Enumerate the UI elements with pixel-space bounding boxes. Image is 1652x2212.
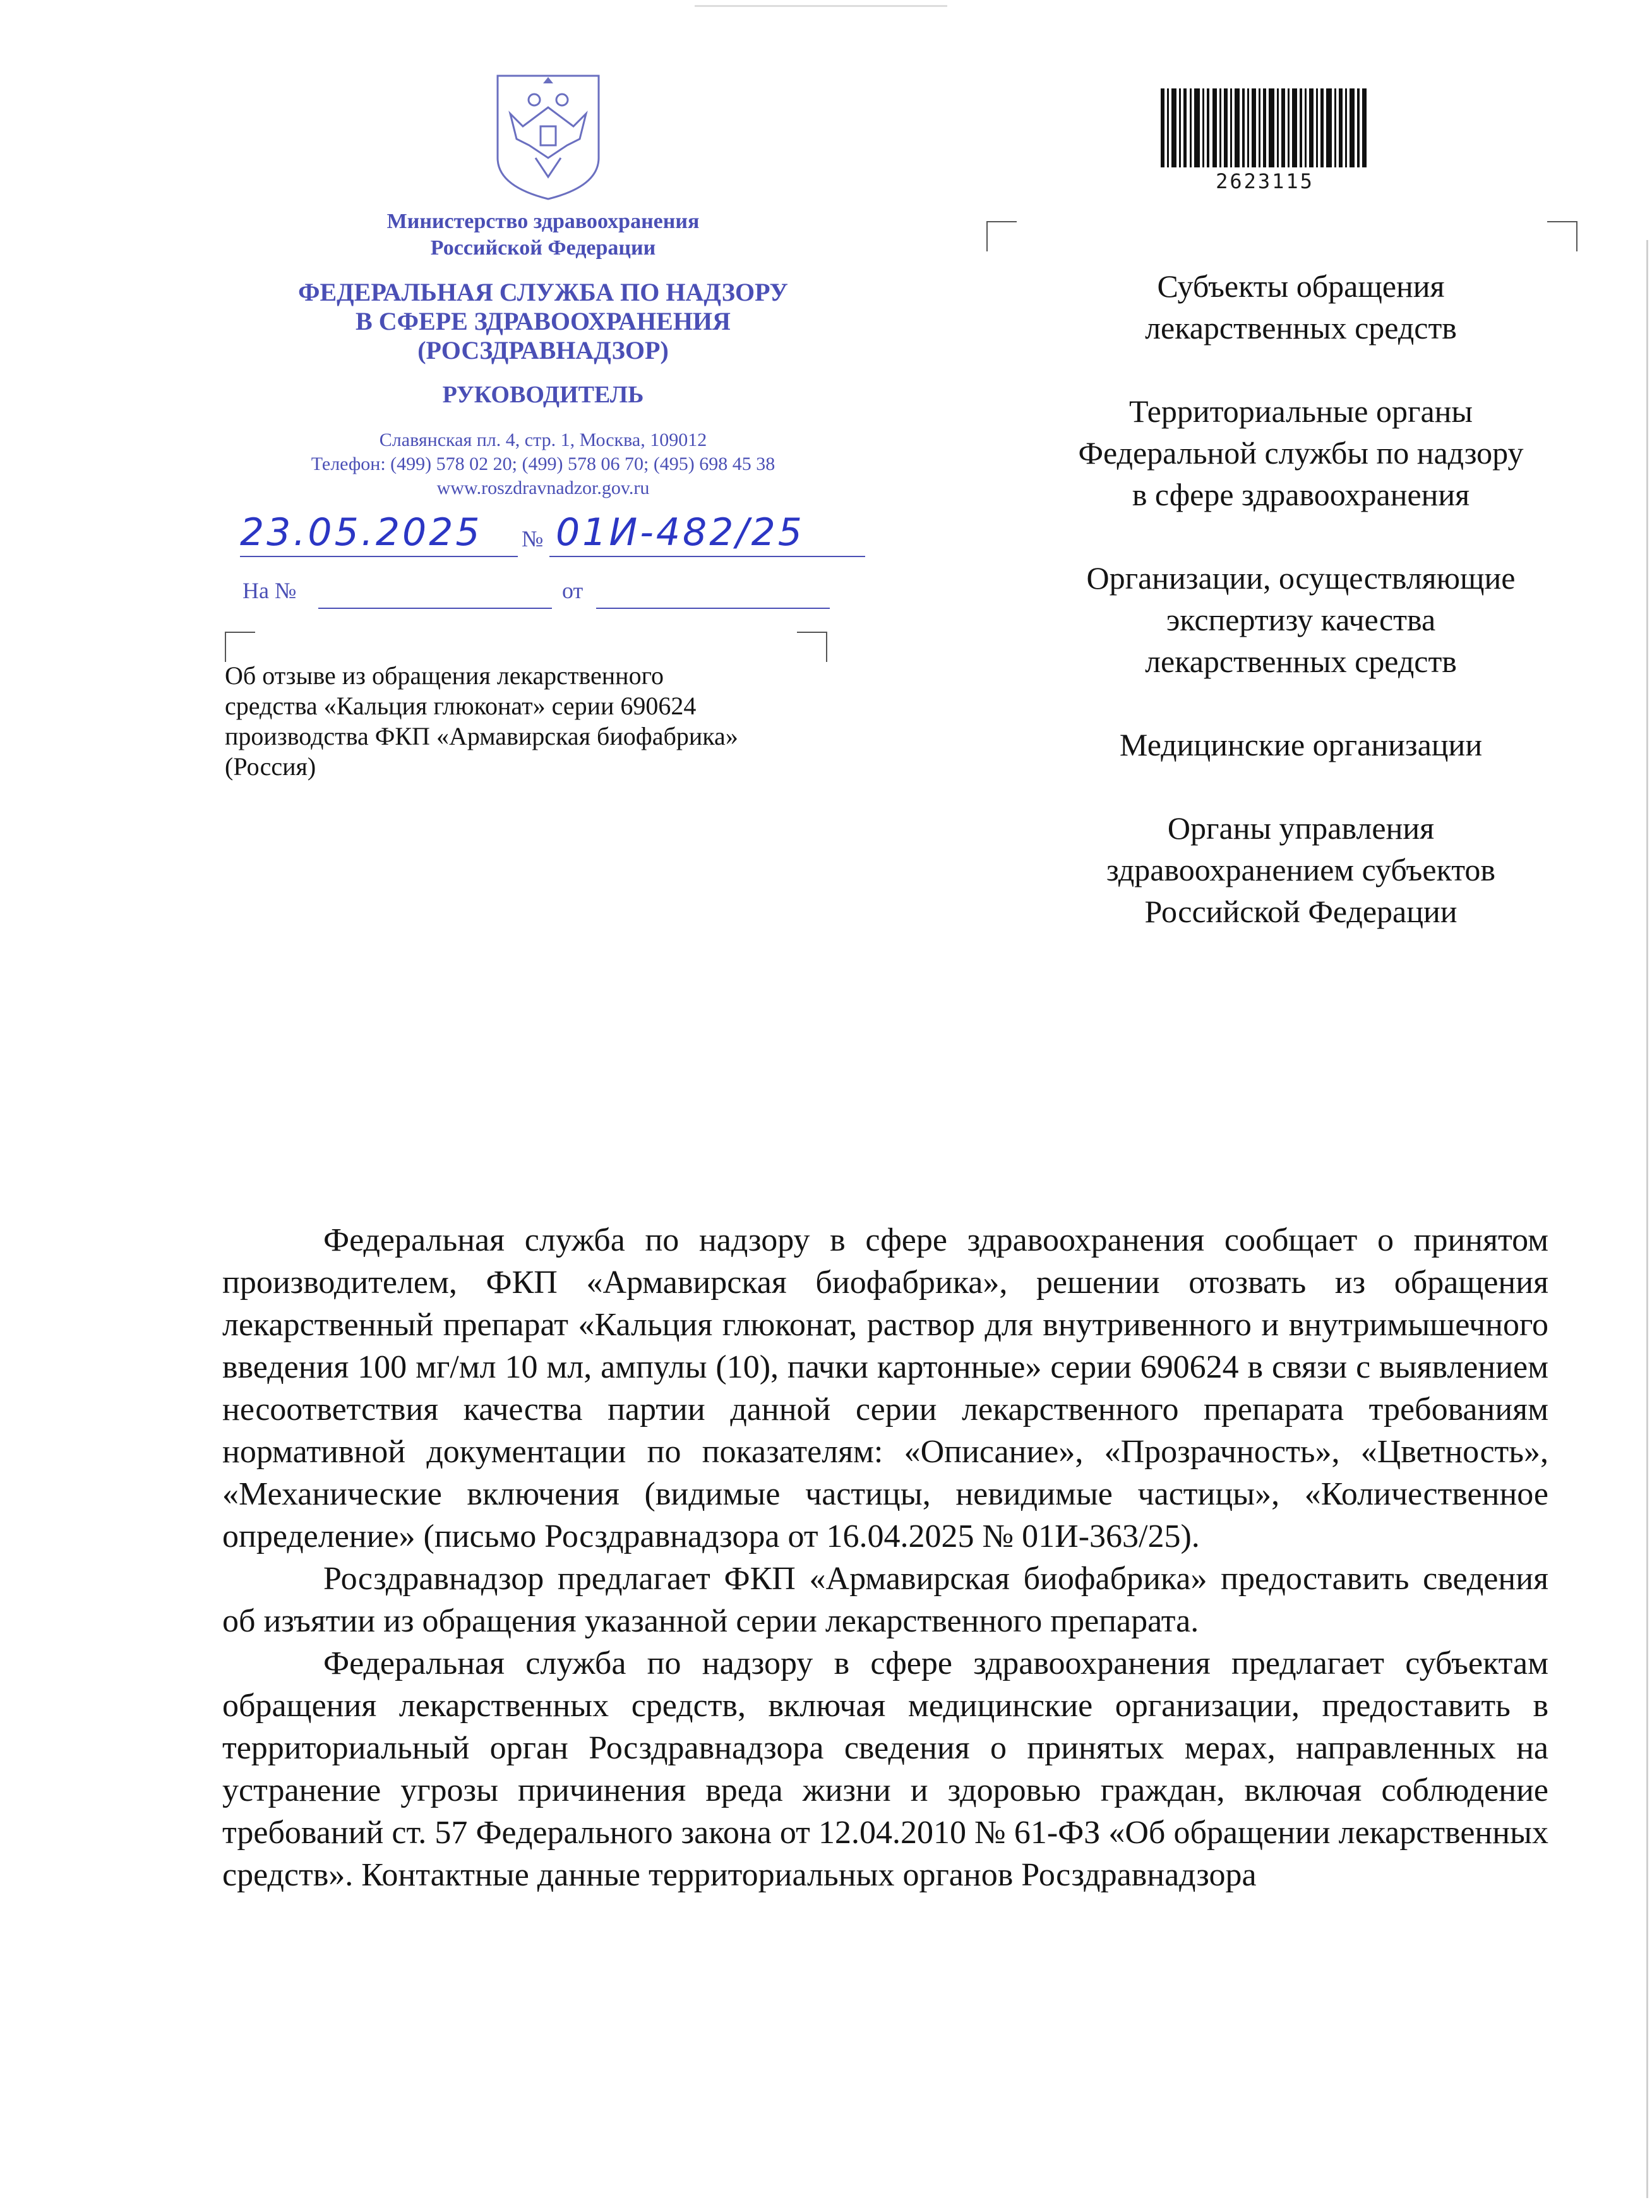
body-paragraph: Росздравнадзор предлагает ФКП «Армавирская биофабрика» предоставить сведения об изъятии из обращения указанной серии лекарственного препарата. <box>222 1561 1548 1639</box>
addressee-line: Российской Федерации <box>1144 894 1457 929</box>
addressee-corner-right <box>1547 221 1577 251</box>
subject-corner-right <box>797 632 827 662</box>
number-underline <box>549 556 865 557</box>
body-paragraph: Федеральная служба по надзору в сфере здравоохранения сообщает о принятом производителем, ФКП «Армавирская биофабрика», решении отозвать из обращения лекарственный препарат «Кальция глюконат, раствор для внутривенного и внутримышечного введения 100 мг/мл 10 мл, ампулы (10), пачки картонные» серии 690624 в связи с выявлением несоответствия качества партии данной серии лекарственного препарата требованиям нормативной документации по показателям: «Описание», «Прозрачность», «Цветность», «Механические включения (видимые частицы, невидимые частицы», «Количественное определение» (письмо Росздравнадзора от 16.04.2025 № 01И-363/25). <box>222 1222 1548 1554</box>
contact-block <box>164 428 922 500</box>
subject-line: (Россия) <box>225 752 316 781</box>
reply-from-label: от <box>562 578 584 603</box>
addressee-line: лекарственных средств <box>1145 310 1457 346</box>
addressee-line: лекарственных средств <box>1145 644 1457 679</box>
addressee-item <box>998 390 1604 515</box>
addressee-item <box>998 724 1604 766</box>
addressee-item <box>998 557 1604 682</box>
ministry-line: Министерство здравоохранения <box>386 210 700 233</box>
phone-numbers: Телефон: (499) 578 02 20; (499) 578 06 70; (495) 698 45 38 <box>311 454 775 474</box>
service-line: В СФЕРЕ ЗДРАВООХРАНЕНИЯ <box>356 307 731 335</box>
body-paragraph: Федеральная служба по надзору в сфере здравоохранения предлагает субъектам обращения лекарственных средств, включая медицинские организации, предоставить в территориальный орган Росздравнадзора сведения о принятых мерах, направленных на устранение угрозы причинения вреда жизни и здоровью граждан, включая соблюдение требований ст. 57 Федерального закона от 12.04.2010 № 61-ФЗ «Об обращении лекарственных средств». Контактные данные территориальных органов Росздравнадзора <box>222 1645 1548 1893</box>
date-underline <box>240 556 518 557</box>
barcode-number: 2623115 <box>1216 169 1314 193</box>
addressee-list <box>998 265 1604 974</box>
addressee-item <box>998 265 1604 349</box>
addressee-line: в сфере здравоохранения <box>1132 477 1470 512</box>
addressee-corner-left <box>986 221 1017 251</box>
reply-from-underline <box>596 608 830 609</box>
addressee-line: Субъекты обращения <box>1157 268 1445 304</box>
service-line: ФЕДЕРАЛЬНАЯ СЛУЖБА ПО НАДЗОРУ <box>298 278 788 306</box>
number-label: № <box>522 526 544 551</box>
website-link[interactable]: www.roszdravnadzor.gov.ru <box>436 478 650 498</box>
subject-line: Об отзыве из обращения лекарственного <box>225 661 664 690</box>
registration-line <box>240 510 865 561</box>
scan-edge-right <box>1646 240 1648 2198</box>
registration-date: 23.05.2025 <box>240 510 482 555</box>
subject-line: производства ФКП «Армавирская биофабрика» <box>225 722 738 750</box>
addressee-line: Медицинские организации <box>1119 727 1483 762</box>
letter-subject <box>225 661 869 782</box>
scan-edge-top <box>695 5 947 7</box>
head-title: РУКОВОДИТЕЛЬ <box>442 382 644 408</box>
barcode-icon <box>1161 88 1369 174</box>
ministry-line: Российской Федерации <box>430 236 656 260</box>
addressee-line: Организации, осуществляющие <box>1086 560 1516 596</box>
letter-body <box>222 1219 1548 1896</box>
state-emblem-icon <box>485 69 611 202</box>
reply-to-underline <box>318 608 552 609</box>
addressee-line: здравоохранением субъектов <box>1106 852 1496 887</box>
subject-line: средства «Кальция глюконат» серии 690624 <box>225 692 697 720</box>
ministry-name <box>164 208 922 261</box>
addressee-line: экспертизу качества <box>1166 602 1436 637</box>
addressee-line: Органы управления <box>1167 810 1435 846</box>
subject-corner-left <box>225 632 255 662</box>
addressee-line: Федеральной службы по надзору <box>1078 435 1524 471</box>
reply-reference-line <box>242 577 874 615</box>
addressee-item <box>998 807 1604 932</box>
registration-number: 01И-482/25 <box>556 510 805 555</box>
postal-address: Славянская пл. 4, стр. 1, Москва, 109012 <box>379 430 707 450</box>
service-line: (РОСЗДРАВНАДЗОР) <box>417 336 669 364</box>
service-name <box>164 278 922 365</box>
reply-to-label: На № <box>242 578 297 603</box>
addressee-line: Территориальные органы <box>1128 394 1473 429</box>
